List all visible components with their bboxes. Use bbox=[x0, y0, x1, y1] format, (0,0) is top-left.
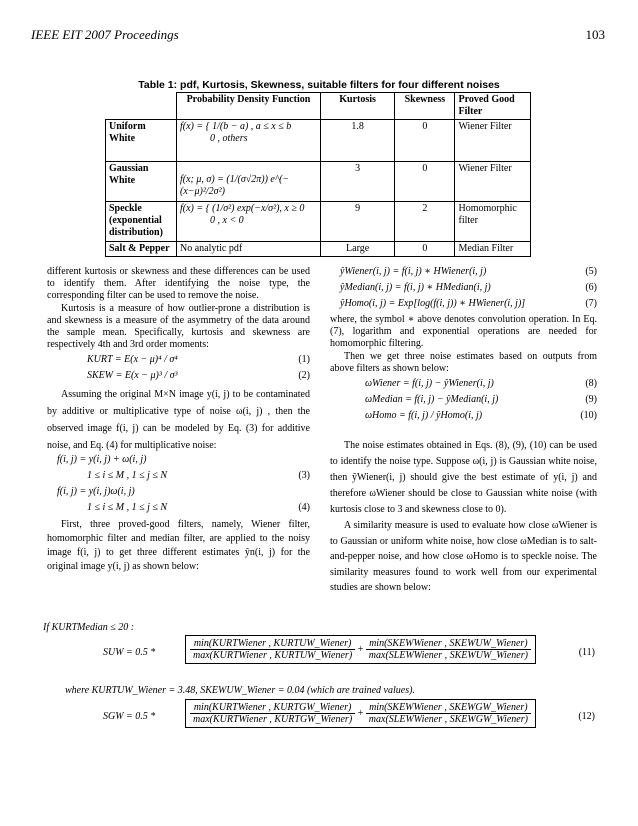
row-name: Gaussian White bbox=[106, 162, 177, 202]
table-row bbox=[106, 162, 531, 202]
equation-3a bbox=[47, 454, 310, 470]
numerator: min(SKEWWiener , SKEWGW_Wiener) bbox=[366, 702, 531, 714]
equation-text: 1 ≤ i ≤ M , 1 ≤ j ≤ N bbox=[87, 470, 168, 482]
table-row bbox=[106, 120, 531, 162]
kurtosis-cell: Large bbox=[320, 242, 394, 257]
equation-6 bbox=[330, 282, 597, 298]
equation-12 bbox=[43, 697, 595, 741]
filter-cell: Median Filter bbox=[455, 242, 531, 257]
pdf-cell bbox=[177, 202, 321, 242]
equation-3b bbox=[47, 470, 310, 486]
equation-text: ωHomo = f(i, j) / ŷHomo(i, j) bbox=[365, 410, 483, 422]
equation-number: (4) bbox=[298, 502, 310, 514]
numerator: min(KURTWiener , KURTGW_Wiener) bbox=[190, 702, 355, 714]
equation-text: f(i, j) = y(i, j)ω(i, j) bbox=[57, 486, 135, 498]
pdf-cell: No analytic pdf bbox=[177, 242, 321, 257]
skewness-cell: 0 bbox=[395, 242, 455, 257]
header-pdf: Probability Density Function bbox=[177, 93, 321, 120]
pdf-line: f(x) = { 1/(b − a) , a ≤ x ≤ b bbox=[180, 121, 292, 132]
equation-number: (9) bbox=[585, 394, 597, 406]
header-filter: Proved Good Filter bbox=[455, 93, 531, 120]
numerator: min(SKEWWiener , SKEWUW_Wiener) bbox=[366, 638, 531, 650]
equation-number: (2) bbox=[298, 370, 310, 382]
equation-number: (7) bbox=[585, 298, 597, 309]
equation-10 bbox=[330, 410, 597, 426]
pdf-cell bbox=[177, 162, 321, 202]
equation-text: 1 ≤ i ≤ M , 1 ≤ j ≤ N bbox=[87, 502, 168, 514]
equation-11 bbox=[43, 633, 595, 677]
condition-text: If KURTMedian ≤ 20 : bbox=[43, 622, 135, 633]
denominator: max(SLEWWiener , SKEWUW_Wiener) bbox=[368, 650, 528, 661]
bracket-group: $\frac{\text{min(KURTWiener , KURTGW\_Wiener)}}{\text{max(KURTWiener , KURTGW\_Wiener)}}$ + $\frac{\text{min(SKEWWiener , SKEWGW\_Wiener)}}{\text{max(SLEWWiener , SKEWGW\_Wiener)}}$ bbox=[185, 699, 536, 728]
equation-number: (6) bbox=[585, 282, 597, 293]
equation-text: ŷMedian(i, j) = f(i, j) ∗ HMedian(i, j) bbox=[340, 282, 491, 293]
equation-1 bbox=[47, 354, 310, 370]
equation-text: ŷHomo(i, j) = Exp[log(f(i, j)) ∗ HWiener(i, j)] bbox=[340, 298, 526, 309]
denominator: max(SLEWWiener , SKEWGW_Wiener) bbox=[368, 714, 528, 725]
equation-rhs bbox=[185, 635, 536, 664]
denominator: max(KURTWiener , KURTUW_Wiener) bbox=[193, 650, 353, 661]
pdf-line: 0 , others bbox=[210, 133, 248, 144]
paragraph: A similarity measure is used to evaluate how close ωWiener is to Gaussian or uniform white noise, how close ωMedian is to salt-and-pepper noise, and how close ωHomo is to speckle noise. The similarity measures found to work well from our experimental studies are shown below: bbox=[330, 520, 597, 594]
right-column bbox=[330, 266, 597, 596]
equation-text: ωMedian = f(i, j) − ŷMedian(i, j) bbox=[365, 394, 499, 406]
equation-4b bbox=[47, 502, 310, 518]
filter-cell: Wiener Filter bbox=[455, 120, 531, 162]
equation-number: (3) bbox=[298, 470, 310, 482]
equation-text: f(i, j) = y(i, j) + ω(i, j) bbox=[57, 454, 147, 466]
numerator: min(KURTWiener , KURTUW_Wiener) bbox=[190, 638, 355, 650]
equation-2 bbox=[47, 370, 310, 386]
kurtosis-cell: 9 bbox=[320, 202, 394, 242]
equation-number: (10) bbox=[580, 410, 597, 422]
page-number: 103 bbox=[585, 27, 605, 42]
equation-8 bbox=[330, 378, 597, 394]
kurtosis-cell: 1.8 bbox=[320, 120, 394, 162]
paragraph: Assuming the original M×N image y(i, j) to be contaminated by additive or multiplicative type of noise ω(i, j) , then the observed image f(i, j) can be modeled by Eq. (3) for additive noise, and Eq. (4) for multiplicative noise: bbox=[47, 389, 310, 452]
paragraph: Then we get three noise estimates based on outputs from above filters as shown below: bbox=[330, 350, 597, 374]
paragraph: Kurtosis is a measure of how outlier-prone a distribution is and skewness is a measure of the asymmetry of the data around the sample mean. Specifically, kurtosis and skewness are respectively 4th and 3rd order moments: bbox=[47, 302, 310, 351]
pdf-cell bbox=[177, 120, 321, 162]
filter-cell: Homomorphic filter bbox=[455, 202, 531, 242]
fraction bbox=[190, 702, 355, 725]
fraction bbox=[366, 702, 531, 725]
paragraph: First, three proved-good filters, namely, Wiener filter, homomorphic filter and median filter, are applied to the noisy image f(i, j) to get three different estimates ŷn(i, j) for the original image y(i, j) as shown below: bbox=[47, 519, 310, 573]
equation-number: (5) bbox=[585, 266, 597, 277]
equation-9 bbox=[330, 394, 597, 410]
pdf-line: f(x) = { (1/σ²) exp(−x/σ²), x ≥ 0 bbox=[180, 203, 305, 214]
skewness-cell: 0 bbox=[395, 162, 455, 202]
equation-7 bbox=[330, 298, 597, 314]
table-caption: Table 1: pdf, Kurtosis, Skewness, suitable filters for four different noises bbox=[138, 79, 500, 91]
pdf-line: 0 , x < 0 bbox=[210, 215, 244, 226]
equation-text: ŷWiener(i, j) = f(i, j) ∗ HWiener(i, j) bbox=[340, 266, 487, 277]
denominator: max(KURTWiener , KURTGW_Wiener) bbox=[193, 714, 353, 725]
equation-rhs bbox=[185, 699, 536, 728]
empty-corner-cell bbox=[106, 93, 177, 120]
fraction bbox=[190, 638, 355, 661]
equation-5 bbox=[330, 266, 597, 282]
row-name: Salt & Pepper bbox=[106, 242, 177, 257]
conference-name: IEEE EIT 2007 Proceedings bbox=[31, 27, 179, 42]
filter-cell: Wiener Filter bbox=[455, 162, 531, 202]
equation-number: (12) bbox=[578, 711, 595, 722]
equation-number: (8) bbox=[585, 378, 597, 390]
paragraph: different kurtosis or skewness and these differences can be used to identify them. After identifying the noise type, the corresponding filter can be used to remove the noise. bbox=[47, 266, 310, 302]
bracket-group: $\frac{\text{min(KURTWiener , KURTUW\_Wiener)}}{\text{max(KURTWiener , KURTUW\_Wiener)}}$ + $\frac{\text{min(SKEWWiener , SKEWUW\_Wiener)}}{\text{max(SLEWWiener , SKEWUW\_Wiener)}}$ bbox=[185, 635, 536, 664]
fraction bbox=[366, 638, 531, 661]
equation-lhs: SGW = 0.5 * bbox=[103, 711, 156, 722]
paragraph: The noise estimates obtained in Eqs. (8), (9), (10) can be used to identify the noise type. Suppose ω(i, j) is Gaussian white noise, then ŷWiener(i, j) should give the best estimate of y(i, j) and therefore ωWiener should be close to Gaussian white noise (with kurtosis close to 3 and skewness close to 0). bbox=[330, 440, 597, 516]
equation-number: (11) bbox=[578, 647, 595, 658]
equation-text: SKEW = E(x − μ)³ / σ³ bbox=[87, 370, 178, 382]
equation-number: (1) bbox=[298, 354, 310, 366]
skewness-cell: 2 bbox=[395, 202, 455, 242]
table-header-row bbox=[106, 93, 531, 120]
condition-line bbox=[43, 622, 595, 633]
header-skewness: Skewness bbox=[395, 93, 455, 120]
equation-text: ωWiener = f(i, j) − ŷWiener(i, j) bbox=[365, 378, 494, 390]
kurtosis-cell: 3 bbox=[320, 162, 394, 202]
header-kurtosis: Kurtosis bbox=[320, 93, 394, 120]
pdf-line: f(x; μ, σ) = (1/(σ√2π)) e^(−(x−μ)²/2σ²) bbox=[180, 174, 290, 197]
table-row bbox=[106, 242, 531, 257]
equation-text: KURT = E(x − μ)⁴ / σ⁴ bbox=[87, 354, 178, 366]
equation-4a bbox=[47, 486, 310, 502]
running-header bbox=[31, 27, 605, 43]
paragraph: where, the symbol ∗ above denotes convolution operation. In Eq. (7), logarithm and exponential operations are needed for homomorphic filtering. bbox=[330, 314, 597, 350]
left-column bbox=[47, 266, 310, 574]
where-text: where KURTUW_Wiener = 3.48, SKEWUW_Wiener = 0.04 (which are trained values). bbox=[65, 685, 415, 696]
row-name: Speckle (exponential distribution) bbox=[106, 202, 177, 242]
table-row bbox=[106, 202, 531, 242]
skewness-cell: 0 bbox=[395, 120, 455, 162]
equation-lhs: SUW = 0.5 * bbox=[103, 647, 156, 658]
where-line bbox=[43, 685, 595, 696]
noise-table bbox=[105, 92, 531, 257]
row-name: Uniform White bbox=[106, 120, 177, 162]
